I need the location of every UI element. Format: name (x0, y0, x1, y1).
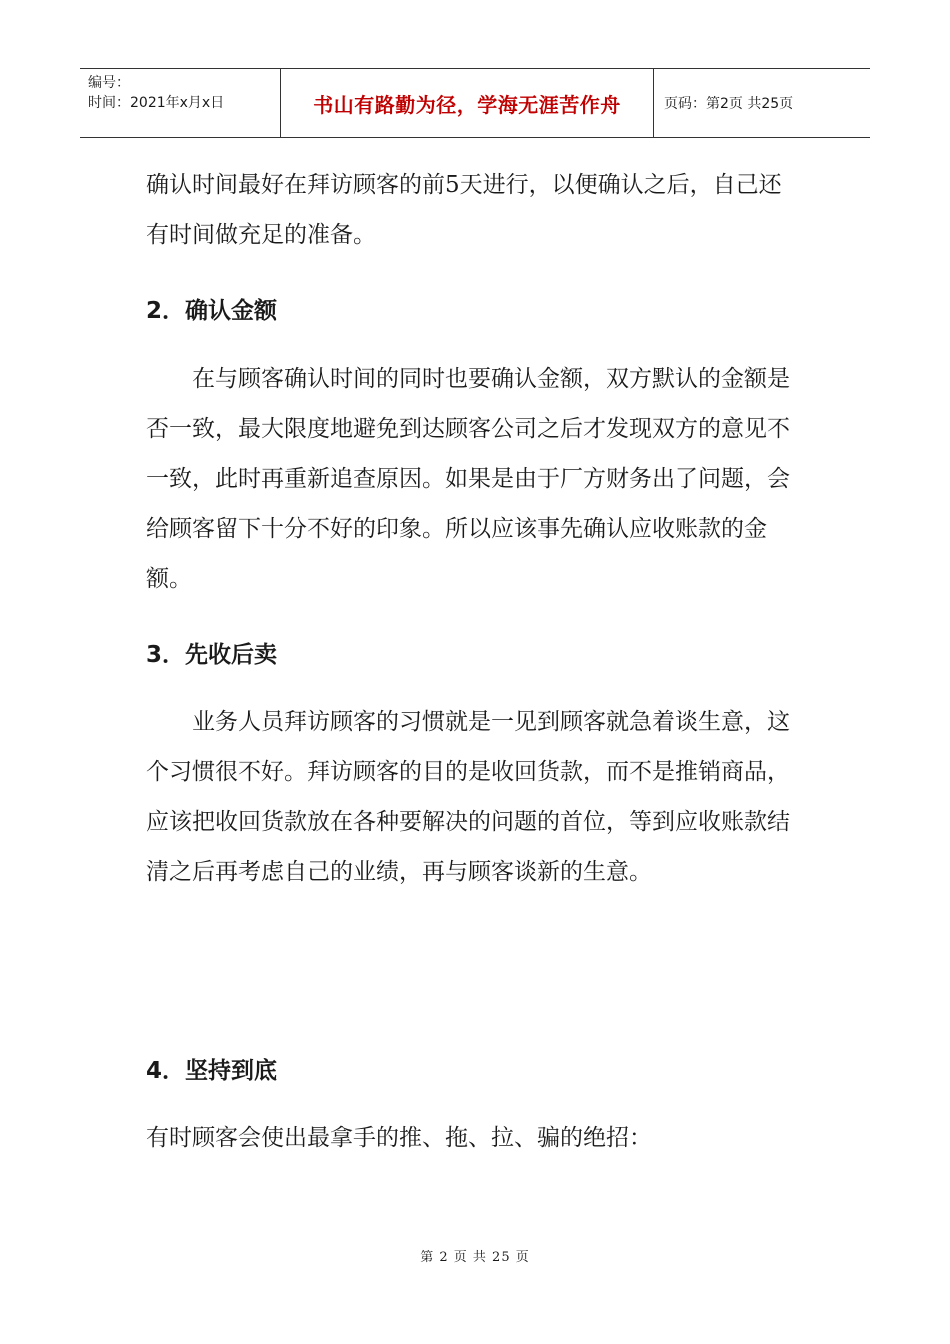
header-meta (80, 69, 280, 137)
page-header (80, 68, 870, 138)
paragraph-confirm-amount: 在与顾客确认时间的同时也要确认金额，双方默认的金额是否一致，最大限度地避免到达顾客公司之后才发现双方的意见不一致，此时再重新追查原因。如果是由于厂方财务出了问题，会给顾客留下十分不好的印象。所以应该事先确认应收账款的金额。 (146, 366, 790, 592)
header-motto-cell (280, 69, 654, 137)
number-label: 编号： (88, 75, 130, 91)
paragraph-persist: 有时顾客会使出最拿手的推、拖、拉、骗的绝招： (146, 1125, 652, 1151)
paragraph-confirm-time: 确认时间最好在拜访顾客的前5天进行，以便确认之后，自己还有时间做充足的准备。 (146, 172, 782, 248)
section-heading-3: 3．先收后卖 (146, 642, 278, 668)
paragraph-collect-first: 业务人员拜访顾客的习惯就是一见到顾客就急着谈生意，这个习惯很不好。拜访顾客的目的是收回货款，而不是推销商品，应该把收回货款放在各种要解决的问题的首位，等到应收账款结清之后再考虑自己的业绩，再与顾客谈新的生意。 (146, 709, 790, 885)
header-page-info: 页码：第2页 共25页 (664, 96, 794, 112)
section-heading-2: 2．确认金额 (146, 298, 278, 324)
page-footer: 第 2 页 共 25 页 (420, 1250, 530, 1265)
header-motto: 书山有路勤为径，学海无涯苦作舟 (313, 92, 621, 117)
section-heading-4: 4．坚持到底 (146, 1058, 278, 1084)
time-label: 时间：2021年x月x日 (88, 95, 225, 111)
